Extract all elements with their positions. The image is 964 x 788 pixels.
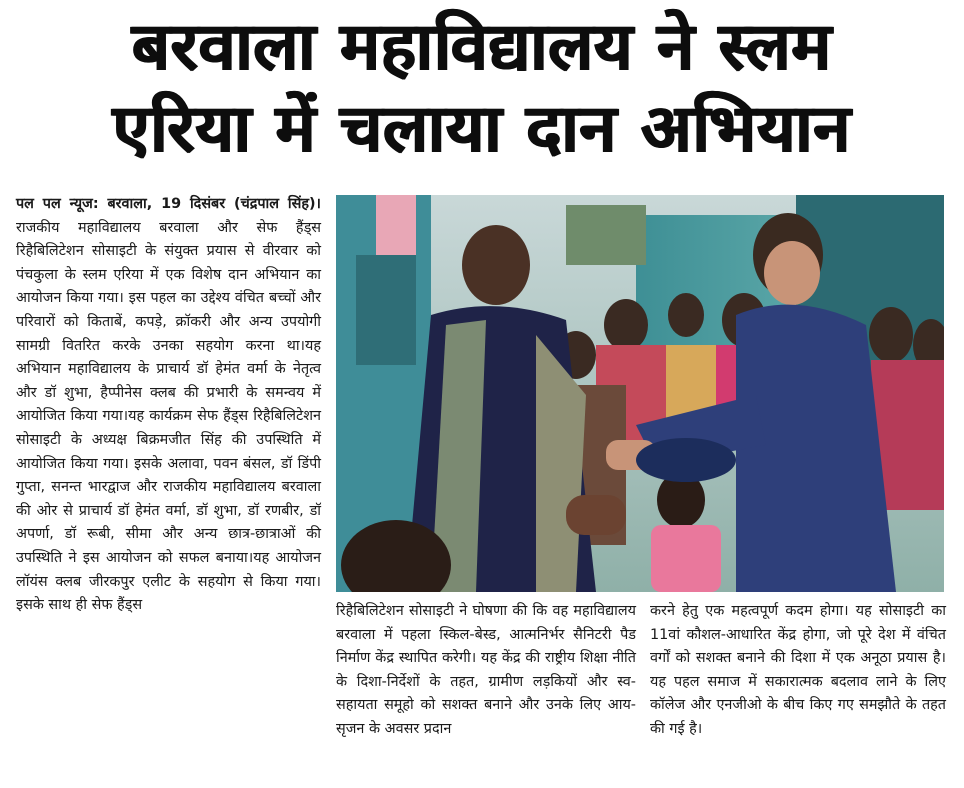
headline-line-1: बरवाला महाविद्यालय ने स्लम [132,8,832,85]
photo-scene-icon [336,195,944,592]
news-photo [336,195,944,592]
article-column-1 [16,193,321,618]
article-text-1: राजकीय महाविद्यालय बरवाला और सेफ हैंड्स रिहैबिलिटेशन सोसाइटी के संयुक्त प्रयास से वीरवार को पंचकुला के स्लम एरिया में एक विशेष दान अभियान का आयोजन किया गया। इस पहल का उद्देश्य वंचित बच्चों और परिवारों को किताबें, कपड़े, क्रॉकरी और अन्य उपयोगी सामग्री वितरित करके उनका सहयोग करना था।यह अभियान महाविद्यालय के प्राचार्य डॉ हेमंत वर्मा के नेतृत्व और डॉ शुभा, हैप्पीनेस क्लब की प्रभारी के समन्वय में आयोजित किया गया।यह कार्यक्रम सेफ हैंड्स रिहैबिलिटेशन सोसाइटी के अध्यक्ष बिक्रमजीत सिंह की उपस्थिति में आयोजित किया गया। इसके अलावा, पवन बंसल, डॉ डिंपी गुप्ता, सनन्त भारद्वाज और राजकीय महाविद्यालय बरवाला की ओर से प्राचार्य डॉ हेमंत वर्मा, डॉ शुभा, डॉ रणबीर, डॉ अपर्णा, डॉ रूबी, सीमा और अन्य छात्र-छात्राओं की उपस्थिति ने इस आयोजन को सफल बनाया।यह आयोजन लॉयंस क्लब जीरकपुर एलीट के सहयोग से किया गया। इसके साथ ही सेफ हैंड्स [16,219,321,614]
article-column-2: रिहैबिलिटेशन सोसाइटी ने घोषणा की कि वह महाविद्यालय बरवाला में पहला स्किल-बेस्ड, आत्मनिर्भर सैनिटरी पैड निर्माण केंद्र स्थापित करेगी। यह केंद्र की राष्ट्रीय शिक्षा नीति के दिशा-निर्देशों के तहत, ग्रामीण लड़कियों और स्व-सहायता समूहो को सशक्त बनाने और उनके लिए आय-सृजन के अवसर प्रदान [336,603,636,737]
headline [0,0,964,170]
article-column-3: करने हेतु एक महत्वपूर्ण कदम होगा। यह सोसाइटी का 11वां कौशल-आधारित केंद्र होगा, जो पूरे देश में वंचित वर्गों को सशक्त बनाने की दिशा में एक अनूठा प्रयास है।यह पहल समाज में सकारात्मक बदलाव लाने के लिए कॉलेज और एनजीओ के बीच किए गए समझौते के तहत की गई है। [650,603,946,737]
byline: पल पल न्यूज: बरवाला, 19 दिसंबर (चंद्रपाल सिंह)। [16,196,321,212]
headline-line-2: एरिया में चलाया दान अभियान [112,90,852,167]
